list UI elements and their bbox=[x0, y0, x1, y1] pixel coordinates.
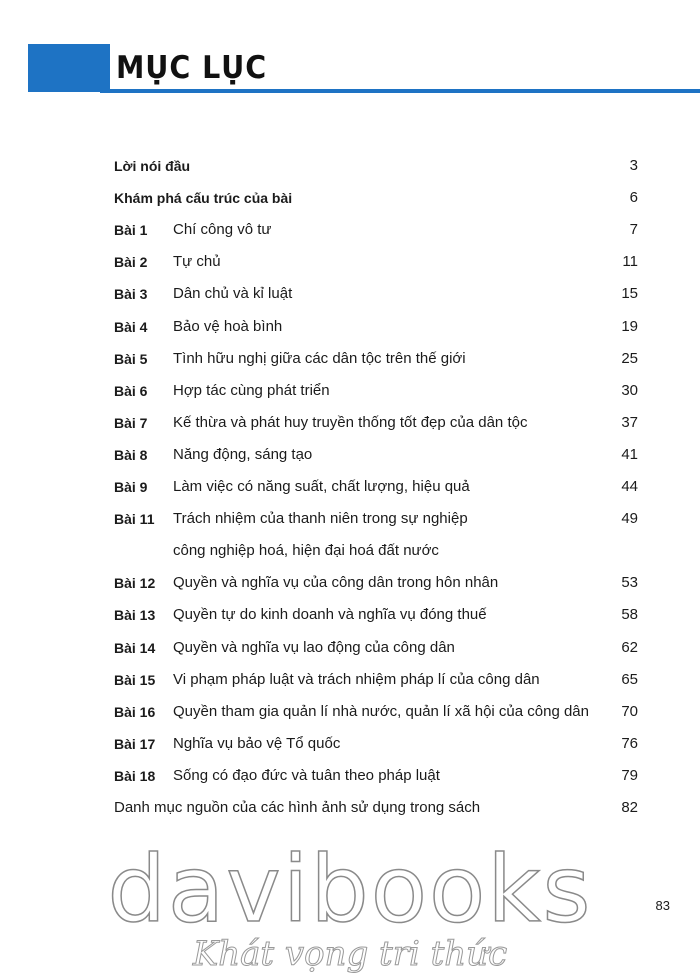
toc-lesson-number: Bài 17 bbox=[114, 735, 156, 752]
toc-page-number: 30 bbox=[621, 381, 638, 399]
toc-lesson-number: Bài 5 bbox=[114, 350, 148, 367]
toc-entry[interactable] bbox=[0, 246, 700, 278]
toc-title: Quyền và nghĩa vụ của công dân trong hôn nhân bbox=[173, 574, 499, 592]
toc-entry[interactable] bbox=[0, 471, 700, 503]
toc-title: Chí công vô tư bbox=[173, 221, 272, 239]
toc-lesson-number: Bài 2 bbox=[114, 254, 148, 271]
toc-lesson-number: Bài 9 bbox=[114, 479, 148, 495]
toc-lesson-number: Bài 11 bbox=[114, 511, 155, 528]
toc-page-number: 49 bbox=[621, 510, 638, 528]
toc-entry[interactable] bbox=[0, 535, 700, 567]
toc-page-number: 79 bbox=[621, 766, 638, 784]
toc-page-number: 25 bbox=[621, 349, 638, 367]
toc-entry[interactable] bbox=[0, 632, 700, 664]
toc-entry[interactable] bbox=[0, 311, 700, 343]
toc-title: Nghĩa vụ bảo vệ Tổ quốc bbox=[173, 734, 341, 752]
toc-lesson-number: Bài 3 bbox=[114, 286, 148, 303]
toc-lesson-number: Bài 4 bbox=[114, 318, 148, 335]
toc-page-number: 7 bbox=[629, 221, 638, 239]
toc-page-number: 70 bbox=[621, 702, 638, 720]
toc-title: Danh mục nguồn của các hình ảnh sử dụng trong sách bbox=[114, 799, 481, 816]
toc-page-number: 11 bbox=[622, 253, 638, 271]
toc-lesson-number: Bài 7 bbox=[114, 414, 148, 431]
toc-lesson-number: Bài 6 bbox=[114, 382, 148, 399]
toc-title: Bảo vệ hoà bình bbox=[173, 317, 283, 335]
watermark-brand: davibooks bbox=[107, 836, 593, 943]
toc-entry[interactable] bbox=[0, 728, 700, 760]
toc-title: Dân chủ và kỉ luật bbox=[173, 285, 293, 303]
toc-entry[interactable] bbox=[0, 214, 700, 246]
page-number: 83 bbox=[655, 898, 670, 913]
toc-page-number: 53 bbox=[621, 574, 638, 592]
toc-title: Vi phạm pháp luật và trách nhiệm pháp lí của công dân bbox=[173, 670, 540, 688]
toc-lesson-number: Bài 15 bbox=[114, 671, 156, 688]
toc-entry[interactable] bbox=[0, 407, 700, 439]
toc-entry[interactable] bbox=[0, 503, 700, 535]
toc-title: Khám phá cấu trúc của bài bbox=[114, 190, 293, 207]
toc-entry[interactable] bbox=[0, 439, 700, 471]
toc-lesson-number: Bài 16 bbox=[114, 703, 156, 720]
toc-entry[interactable] bbox=[0, 567, 700, 599]
toc-title: Quyền tự do kinh doanh và nghĩa vụ đóng thuế bbox=[173, 606, 487, 624]
toc-title: công nghiệp hoá, hiện đại hoá đất nước bbox=[173, 542, 439, 560]
header-rule bbox=[100, 89, 700, 93]
toc-title: Tự chủ bbox=[173, 253, 221, 271]
toc-page-number: 76 bbox=[621, 734, 638, 752]
toc-title: Lời nói đầu bbox=[114, 158, 191, 174]
toc-page-number: 65 bbox=[621, 670, 638, 688]
header-accent-bar bbox=[28, 44, 110, 92]
toc-title: Làm việc có năng suất, chất lượng, hiệu quả bbox=[173, 478, 470, 495]
toc-entry[interactable] bbox=[0, 792, 700, 824]
toc-entry[interactable] bbox=[0, 150, 700, 182]
watermark-tagline: Khát vọng tri thức bbox=[192, 934, 508, 974]
toc-title: Quyền và nghĩa vụ lao động của công dân bbox=[173, 638, 455, 656]
toc-entry[interactable] bbox=[0, 696, 700, 728]
toc-entry[interactable] bbox=[0, 760, 700, 792]
toc-page-number: 44 bbox=[621, 478, 638, 495]
toc-entry[interactable] bbox=[0, 599, 700, 631]
toc-title: Tình hữu nghị giữa các dân tộc trên thế giới bbox=[173, 349, 466, 367]
toc-entry[interactable] bbox=[0, 343, 700, 375]
toc-title: Hợp tác cùng phát triển bbox=[173, 381, 330, 399]
page-header bbox=[0, 0, 700, 110]
toc-lesson-number: Bài 18 bbox=[114, 767, 156, 784]
toc-entry[interactable] bbox=[0, 278, 700, 310]
toc-title: Trách nhiệm của thanh niên trong sự nghiệp bbox=[173, 510, 468, 528]
toc-title: Kế thừa và phát huy truyền thống tốt đẹp của dân tộc bbox=[173, 413, 528, 431]
toc-page-number: 58 bbox=[621, 606, 638, 624]
toc-title: Năng động, sáng tạo bbox=[173, 445, 313, 463]
toc-page-number: 3 bbox=[629, 157, 638, 174]
toc-page-number: 6 bbox=[629, 189, 638, 207]
toc-page-number: 82 bbox=[621, 799, 638, 816]
toc-page-number: 37 bbox=[621, 413, 638, 431]
toc-page-number: 41 bbox=[621, 445, 638, 463]
watermark bbox=[0, 836, 700, 974]
toc-entry[interactable] bbox=[0, 182, 700, 214]
toc-lesson-number: Bài 13 bbox=[114, 607, 156, 624]
page-title: MỤC LỤC bbox=[116, 50, 268, 86]
toc-entry[interactable] bbox=[0, 664, 700, 696]
toc-lesson-number: Bài 14 bbox=[114, 639, 156, 656]
toc-entry[interactable] bbox=[0, 375, 700, 407]
toc-lesson-number: Bài 12 bbox=[114, 575, 156, 592]
toc-title: Sống có đạo đức và tuân theo pháp luật bbox=[173, 766, 440, 784]
toc-page-number: 62 bbox=[621, 638, 638, 656]
toc-lesson-number: Bài 1 bbox=[114, 222, 148, 239]
toc-title: Quyền tham gia quản lí nhà nước, quản lí xã hội của công dân bbox=[173, 702, 589, 720]
toc-page-number: 15 bbox=[621, 285, 638, 303]
toc-page-number: 19 bbox=[621, 317, 638, 335]
toc-lesson-number: Bài 8 bbox=[114, 446, 148, 463]
